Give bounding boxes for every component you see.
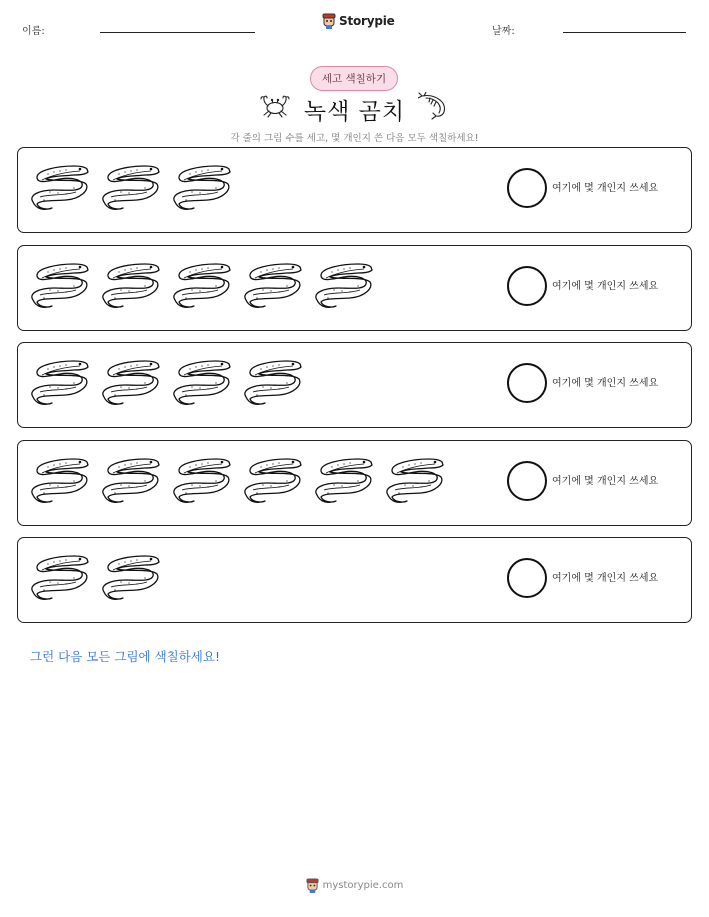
worksheet-type-badge: 세고 색칠하기 xyxy=(310,66,398,91)
moray-eel-icon xyxy=(172,260,232,310)
moray-eel-icon xyxy=(101,552,161,602)
page-title: 녹색 곰치 xyxy=(303,99,406,125)
answer-circle[interactable] xyxy=(507,363,547,403)
date-label: 날짜: xyxy=(492,26,515,37)
moray-eel-icon xyxy=(172,162,232,212)
name-label: 이름: xyxy=(22,26,45,37)
moray-eel-icon xyxy=(30,455,90,505)
answer-circle[interactable] xyxy=(507,461,547,501)
answer-prompt: 여기에 몇 개인지 쓰세요 xyxy=(552,281,659,292)
logo-text: Storypie xyxy=(339,14,395,28)
answer-circle[interactable] xyxy=(507,266,547,306)
moray-eel-icon xyxy=(30,357,90,407)
moray-eel-icon xyxy=(243,260,303,310)
footer-site[interactable]: mystorypie.com xyxy=(322,880,404,891)
moray-eel-icon xyxy=(314,260,374,310)
answer-prompt: 여기에 몇 개인지 쓰세요 xyxy=(552,573,659,584)
answer-circle[interactable] xyxy=(507,168,547,208)
answer-prompt: 여기에 몇 개인지 쓰세요 xyxy=(552,476,659,487)
storypie-logo xyxy=(322,13,395,29)
answer-circle[interactable] xyxy=(507,558,547,598)
moray-eel-icon xyxy=(101,357,161,407)
name-line[interactable] xyxy=(100,32,255,33)
shrimp-icon xyxy=(418,92,450,120)
answer-prompt: 여기에 몇 개인지 쓰세요 xyxy=(552,183,659,194)
count-row-3 xyxy=(17,342,692,428)
count-row-4 xyxy=(17,440,692,526)
moray-eel-icon xyxy=(101,455,161,505)
moray-eel-icon xyxy=(101,162,161,212)
moray-eel-icon xyxy=(385,455,445,505)
coloring-instruction: 그런 다음 모든 그림에 색칠하세요! xyxy=(30,649,220,664)
moray-eel-icon xyxy=(172,455,232,505)
moray-eel-icon xyxy=(243,357,303,407)
storypie-mascot-icon xyxy=(322,13,336,29)
storypie-mascot-icon xyxy=(306,878,319,893)
instructions: 각 줄의 그림 수를 세고, 몇 개인지 쓴 다음 모두 색칠하세요! xyxy=(230,133,479,144)
moray-eel-icon xyxy=(30,552,90,602)
count-row-2 xyxy=(17,245,692,331)
moray-eel-icon xyxy=(243,455,303,505)
date-line[interactable] xyxy=(563,32,686,33)
moray-eel-icon xyxy=(314,455,374,505)
moray-eel-icon xyxy=(172,357,232,407)
moray-eel-icon xyxy=(30,260,90,310)
count-row-1 xyxy=(17,147,692,233)
answer-prompt: 여기에 몇 개인지 쓰세요 xyxy=(552,378,659,389)
moray-eel-icon xyxy=(101,260,161,310)
moray-eel-icon xyxy=(30,162,90,212)
count-row-5 xyxy=(17,537,692,623)
footer xyxy=(0,878,709,893)
